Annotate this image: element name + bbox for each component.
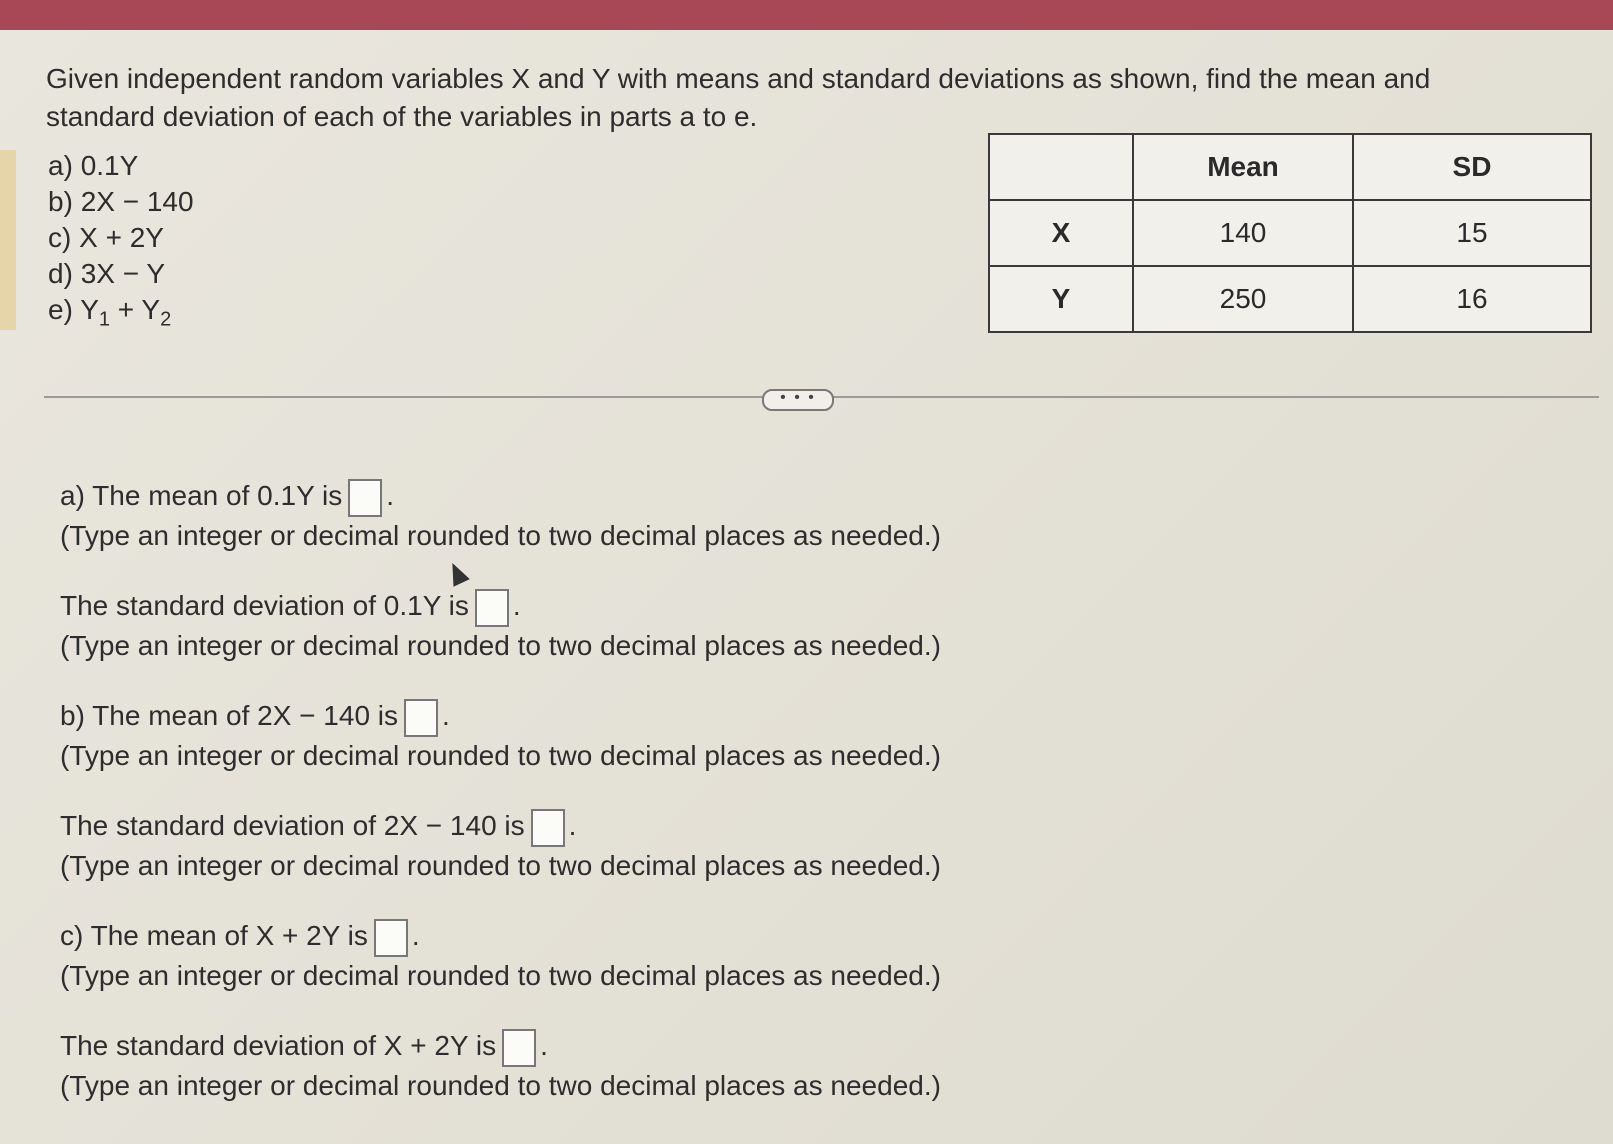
part-d: d) 3X − Y xyxy=(48,258,166,289)
left-edge-strip xyxy=(0,150,16,330)
answer-input-b-sd[interactable] xyxy=(531,809,565,847)
mean-sd-table xyxy=(988,133,1592,333)
table-cell-sd: 16 xyxy=(1353,266,1591,332)
browser-top-bar xyxy=(0,0,1613,30)
parts-list xyxy=(48,148,194,331)
answer-input-a-mean[interactable] xyxy=(348,479,382,517)
table-row xyxy=(989,266,1591,332)
answer-hint: (Type an integer or decimal rounded to two decimal places as needed.) xyxy=(60,960,941,991)
answer-input-b-mean[interactable] xyxy=(404,699,438,737)
answer-a-mean: a) The mean of 0.1Y is . (Type an integer or decimal rounded to two decimal places as needed.) xyxy=(60,476,941,556)
table-cell-var: Y xyxy=(989,266,1133,332)
answer-hint: (Type an integer or decimal rounded to two decimal places as needed.) xyxy=(60,850,941,881)
table-header-mean: Mean xyxy=(1133,134,1353,200)
table-header-row xyxy=(989,134,1591,200)
table-row xyxy=(989,200,1591,266)
part-a: a) 0.1Y xyxy=(48,150,139,181)
answer-hint: (Type an integer or decimal rounded to two decimal places as needed.) xyxy=(60,630,941,661)
more-options-button[interactable]: • • • xyxy=(762,389,834,411)
table-cell-mean: 140 xyxy=(1133,200,1353,266)
question-text: Given independent random variables X and Y with means and standard deviations as shown, find the mean and standard deviation of each of the variables in parts a to e. xyxy=(46,63,1431,132)
answer-input-a-sd[interactable] xyxy=(475,589,509,627)
answer-hint: (Type an integer or decimal rounded to two decimal places as needed.) xyxy=(60,1070,941,1101)
part-b: b) 2X − 140 xyxy=(48,186,194,217)
part-e: e) $Y_1 + Y_2$ xyxy=(48,294,172,331)
table-header-sd: SD xyxy=(1353,134,1591,200)
answer-c-sd: The standard deviation of X + 2Y is . (Type an integer or decimal rounded to two decimal places as needed.) xyxy=(60,1026,941,1106)
table-cell-sd: 15 xyxy=(1353,200,1591,266)
answer-c-mean: c) The mean of X + 2Y is . (Type an integer or decimal rounded to two decimal places as needed.) xyxy=(60,916,941,996)
answer-input-c-sd[interactable] xyxy=(502,1029,536,1067)
answer-b-mean: b) The mean of 2X − 140 is . (Type an integer or decimal rounded to two decimal places as needed.) xyxy=(60,696,941,776)
answers-section xyxy=(60,476,941,1136)
table-cell-mean: 250 xyxy=(1133,266,1353,332)
answer-hint: (Type an integer or decimal rounded to two decimal places as needed.) xyxy=(60,740,941,771)
answer-a-sd: The standard deviation of 0.1Y is . (Type an integer or decimal rounded to two decimal places as needed.) xyxy=(60,586,941,666)
answer-hint: (Type an integer or decimal rounded to two decimal places as needed.) xyxy=(60,520,941,551)
answer-b-sd: The standard deviation of 2X − 140 is . (Type an integer or decimal rounded to two decimal places as needed.) xyxy=(60,806,941,886)
part-c: c) X + 2Y xyxy=(48,222,164,253)
table-header-cell xyxy=(989,134,1133,200)
table-cell-var: X xyxy=(989,200,1133,266)
answer-input-c-mean[interactable] xyxy=(374,919,408,957)
